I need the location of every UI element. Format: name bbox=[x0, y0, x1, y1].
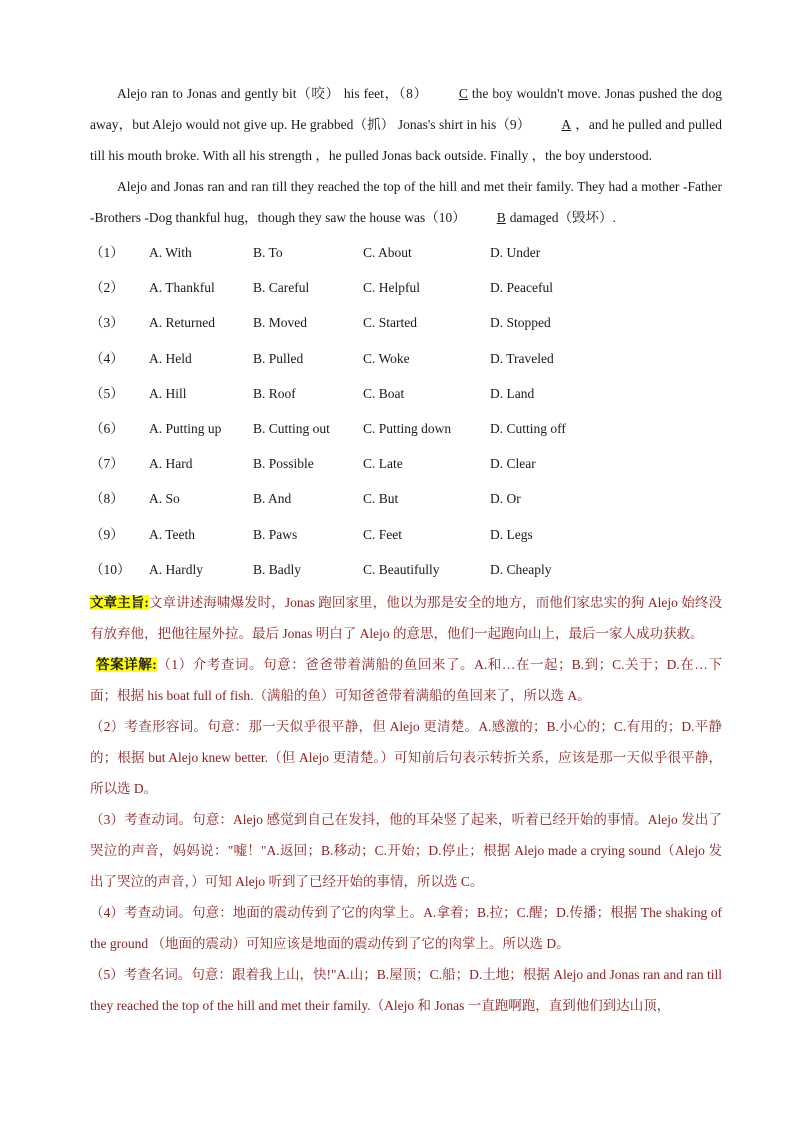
document-page bbox=[90, 78, 722, 1021]
options-table bbox=[90, 235, 722, 587]
option-a: A. Teeth bbox=[149, 526, 196, 542]
option-d: D. Or bbox=[490, 491, 521, 507]
question-number: （3） bbox=[90, 315, 124, 331]
explanation-item bbox=[90, 959, 722, 1021]
explanation-text: （1）介考查词。句意：爸爸带着满船的鱼回来了。A.和…在一起；B.到；C.关于；D.在…下面；根据 his boat full of fish.（满船的鱼）可知爸爸带着满船的鱼回来了，所以选 A。 bbox=[90, 656, 722, 703]
option-d: D. Legs bbox=[490, 526, 533, 542]
option-row bbox=[90, 552, 722, 587]
explanation-item bbox=[90, 649, 722, 711]
option-row bbox=[90, 446, 722, 481]
question-number: （10） bbox=[90, 561, 131, 577]
option-c: C. Helpful bbox=[363, 280, 420, 296]
option-d: D. Land bbox=[490, 385, 535, 401]
option-b: B. Roof bbox=[253, 385, 296, 401]
explanation-text: （3）考查动词。句意：Alejo 感觉到自己在发抖，他的耳朵竖了起来，听着已经开始的事情。Alejo 发出了哭泣的声音，妈妈说："嘘！"A.返回；B.移动；C.开始；D.停止；根据 Alejo made a crying sound（Alejo 发出了哭泣的声音，）可知 Alejo 听到了已经开始的事情，所以选 C。 bbox=[90, 811, 722, 889]
option-b: B. Pulled bbox=[253, 350, 304, 366]
option-b: B. Badly bbox=[253, 561, 302, 577]
option-a: A. Thankful bbox=[149, 280, 215, 296]
option-row bbox=[90, 376, 722, 411]
summary-paragraph bbox=[90, 587, 722, 649]
passage-text: ，and he pulled and pulled till his mouth broke. With all his strength ，he pulled Jonas back outside. Finally ，the boy understood. bbox=[90, 117, 722, 163]
passage-text: the boy wouldn't move. Jonas pushed the dog away，but Alejo would not give up. He grabbed（抓） Jonas's shirt in his（9） bbox=[90, 86, 723, 132]
option-a: A. Hill bbox=[149, 385, 187, 401]
option-b: B. To bbox=[253, 245, 283, 260]
option-row bbox=[90, 270, 722, 305]
option-a: A. Returned bbox=[149, 315, 215, 331]
option-a: A. So bbox=[149, 491, 180, 507]
option-d: D. Under bbox=[490, 245, 541, 260]
explanation-text: （5）考查名词。句意：跟着我上山，快!"A.山；B.屋顶；C.船；D.土地；根据 Alejo and Jonas ran and ran till they reached the top of the hill and met their family.（Alejo 和 Jonas 一直跑啊跑，直到他们到达山顶， bbox=[90, 966, 722, 1013]
option-c: C. But bbox=[363, 491, 399, 507]
option-d: D. Cutting off bbox=[490, 420, 566, 436]
question-number: （4） bbox=[90, 350, 124, 366]
option-c: C. Feet bbox=[363, 526, 402, 542]
passage-paragraph-2 bbox=[90, 171, 722, 233]
option-d: D. Peaceful bbox=[490, 280, 553, 296]
option-a: A. Putting up bbox=[149, 420, 222, 436]
option-a: A. Hardly bbox=[149, 561, 203, 577]
question-number: （6） bbox=[90, 420, 124, 436]
option-row bbox=[90, 517, 722, 552]
explanation-item bbox=[90, 897, 722, 959]
explanation-text: （2）考查形容词。句意：那一天似乎很平静，但 Alejo 更清楚。A.感激的；B.小心的；C.有用的；D.平静的；根据 but Alejo knew better.（但 Alejo 更清楚。）可知前后句表示转折关系，应该是那一天似乎很平静，所以选 D。 bbox=[90, 718, 722, 796]
question-number: （1） bbox=[90, 245, 124, 260]
option-c: C. Started bbox=[363, 315, 417, 331]
explanation-item bbox=[90, 804, 722, 897]
passage-paragraph-1 bbox=[90, 78, 722, 171]
option-b: B. And bbox=[253, 491, 292, 507]
summary-text: 文章讲述海啸爆发时，Jonas 跑回家里，他以为那是安全的地方，而他们家忠实的狗 Alejo 始终没有放弃他，把他往屋外拉。最后 Jonas 明白了 Alejo 的意思，他们一起跑向山上，最后一家人成功获救。 bbox=[90, 594, 722, 641]
explanation-text: （4）考查动词。句意：地面的震动传到了它的肉掌上。A.拿着；B.拉；C.醒；D.传播；根据 The shaking of the ground （地面的震动）可知应该是地面的震动传到了它的肉掌上。所以选 D。 bbox=[90, 904, 722, 951]
option-d: D. Cheaply bbox=[490, 561, 552, 577]
explanation-item bbox=[90, 711, 722, 804]
option-b: B. Possible bbox=[253, 456, 314, 472]
answer-blank-10: B bbox=[496, 210, 506, 225]
option-c: C. About bbox=[363, 245, 412, 260]
option-b: B. Careful bbox=[253, 280, 310, 296]
passage-text: Alejo ran to Jonas and gently bit（咬） his feet，（8） bbox=[117, 86, 428, 101]
option-d: D. Clear bbox=[490, 456, 536, 472]
passage-text: Alejo and Jonas ran and ran till they reached the top of the hill and met their family. They had a mother -Father -Brothers -Dog thankful hug，though they saw the house was（10） bbox=[90, 179, 722, 225]
explanation-label: 答案详解: bbox=[96, 656, 157, 672]
option-row bbox=[90, 305, 722, 340]
option-row bbox=[90, 235, 722, 270]
answer-blank-8: C bbox=[458, 86, 468, 101]
option-c: C. Late bbox=[363, 456, 403, 472]
answer-blank-9: A bbox=[561, 117, 572, 132]
option-row bbox=[90, 411, 722, 446]
question-number: （5） bbox=[90, 385, 124, 401]
option-c: C. Woke bbox=[363, 350, 410, 366]
option-c: C. Beautifully bbox=[363, 561, 440, 577]
option-row bbox=[90, 341, 722, 376]
option-d: D. Stopped bbox=[490, 315, 551, 331]
question-number: （9） bbox=[90, 526, 124, 542]
option-a: A. Hard bbox=[149, 456, 193, 472]
option-b: B. Moved bbox=[253, 315, 307, 331]
question-number: （2） bbox=[90, 280, 124, 296]
option-b: B. Cutting out bbox=[253, 420, 330, 436]
passage-text: damaged（毁坏）. bbox=[509, 210, 616, 225]
option-c: C. Boat bbox=[363, 385, 405, 401]
question-number: （7） bbox=[90, 456, 124, 472]
option-c: C. Putting down bbox=[363, 420, 452, 436]
option-row bbox=[90, 481, 722, 516]
option-a: A. Held bbox=[149, 350, 192, 366]
option-b: B. Paws bbox=[253, 526, 298, 542]
option-d: D. Traveled bbox=[490, 350, 554, 366]
option-a: A. With bbox=[149, 245, 192, 260]
question-number: （8） bbox=[90, 491, 124, 507]
summary-label: 文章主旨: bbox=[90, 594, 149, 610]
